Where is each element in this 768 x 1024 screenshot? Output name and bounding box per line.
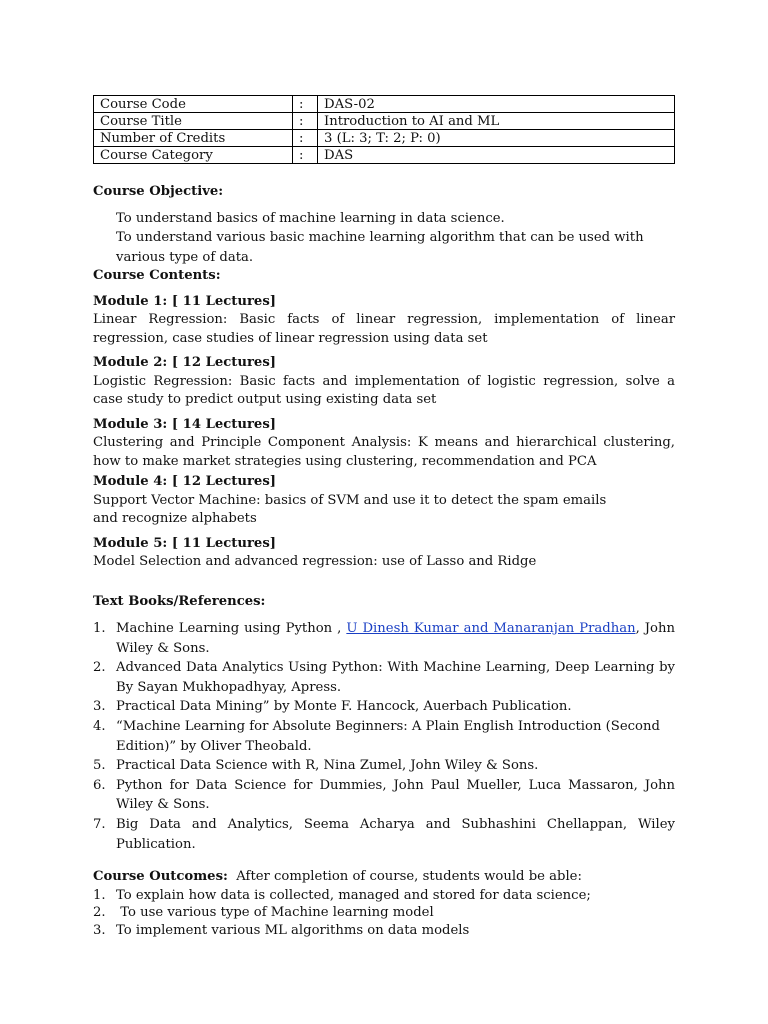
module-text: Logistic Regression: Basic facts and implementation of logistic regression, solve a case study to predict output using existing data set bbox=[93, 373, 675, 407]
list-number: 3. bbox=[93, 922, 106, 938]
module-block bbox=[93, 416, 675, 472]
course-info-table bbox=[93, 95, 675, 164]
reference-text: “Machine Learning for Absolute Beginners: A Plain English Introduction (Second Edition)” by Oliver Theobald. bbox=[116, 718, 660, 754]
list-item bbox=[93, 922, 675, 940]
list-item bbox=[93, 658, 675, 697]
module-block bbox=[93, 473, 675, 529]
list-number: 5. bbox=[93, 758, 106, 774]
references-heading: Text Books/References: bbox=[93, 593, 266, 609]
category-value: DAS bbox=[318, 147, 675, 164]
objective-heading: Course Objective: bbox=[93, 184, 224, 199]
outcomes-intro: After completion of course, students would be able: bbox=[236, 869, 582, 885]
list-number: 1. bbox=[93, 887, 106, 903]
author-link[interactable]: U Dinesh Kumar and Manaranjan Pradhan bbox=[346, 621, 636, 636]
module-block bbox=[93, 354, 675, 410]
list-item bbox=[93, 904, 675, 922]
reference-text: Machine Learning using Python , bbox=[116, 621, 342, 636]
outcome-text: To explain how data is collected, managed and stored for data science; bbox=[116, 887, 591, 903]
table-row bbox=[94, 96, 675, 113]
module-title: Module 2: [ 12 Lectures] bbox=[93, 355, 276, 370]
contents-heading: Course Contents: bbox=[93, 268, 221, 283]
credits-label: Number of Credits bbox=[94, 130, 293, 147]
category-label: Course Category bbox=[94, 147, 293, 164]
list-item bbox=[93, 697, 675, 717]
module-block bbox=[93, 293, 675, 349]
separator: : bbox=[293, 113, 318, 130]
list-number: 2. bbox=[93, 660, 106, 676]
reference-text: , John Wiley & Sons. bbox=[116, 621, 675, 656]
references-list bbox=[93, 619, 675, 854]
module-title: Module 4: [ 12 Lectures] bbox=[93, 474, 276, 489]
credits-value: 3 (L: 3; T: 2; P: 0) bbox=[318, 130, 675, 147]
list-number: 4. bbox=[93, 718, 106, 734]
list-item bbox=[93, 756, 675, 776]
separator: : bbox=[293, 147, 318, 164]
separator: : bbox=[293, 130, 318, 147]
syllabus-page bbox=[93, 95, 675, 939]
list-item bbox=[93, 717, 675, 756]
list-item bbox=[93, 887, 675, 905]
list-number: 7. bbox=[93, 816, 106, 832]
list-number: 6. bbox=[93, 777, 106, 793]
module-text: Model Selection and advanced regression: use of Lasso and Ridge bbox=[93, 554, 537, 569]
course-code-value: DAS-02 bbox=[318, 96, 675, 113]
table-row bbox=[94, 130, 675, 147]
reference-text: Advanced Data Analytics Using Python: With Machine Learning, Deep Learning by By Sayan Mukhopadhyay, Apress. bbox=[116, 660, 675, 695]
objective-line: To understand basics of machine learning in data science. bbox=[116, 210, 505, 226]
reference-text: Big Data and Analytics, Seema Acharya and Subhashini Chellappan, Wiley Publication. bbox=[116, 816, 675, 852]
module-title: Module 1: [ 11 Lectures] bbox=[93, 293, 276, 309]
list-number: 1. bbox=[93, 621, 106, 636]
list-item bbox=[93, 815, 675, 854]
list-item bbox=[93, 776, 675, 815]
list-number: 2. bbox=[93, 905, 106, 921]
list-number: 3. bbox=[93, 699, 106, 715]
table-row bbox=[94, 147, 675, 164]
module-title: Module 5: [ 11 Lectures] bbox=[93, 535, 276, 551]
outcomes-list bbox=[93, 887, 675, 940]
outcomes-heading: Course Outcomes: bbox=[93, 869, 228, 885]
reference-text: Practical Data Science with R, Nina Zumel, John Wiley & Sons. bbox=[116, 758, 539, 774]
objective-line: To understand various basic machine learning algorithm that can be used with bbox=[116, 230, 644, 245]
outcome-text: To implement various ML algorithms on data models bbox=[116, 922, 470, 938]
module-text: Linear Regression: Basic facts of linear regression, implementation of linear regression, case studies of linear regression using data set bbox=[93, 312, 675, 346]
outcomes-header bbox=[93, 868, 675, 887]
objective-line: various type of data. bbox=[116, 249, 254, 265]
table-row bbox=[94, 113, 675, 130]
module-text: Support Vector Machine: basics of SVM and use it to detect the spam emails and recognize alphabets bbox=[93, 492, 607, 526]
list-item bbox=[93, 619, 675, 658]
separator: : bbox=[293, 96, 318, 113]
reference-text: Practical Data Mining” by Monte F. Hancock, Auerbach Publication. bbox=[116, 699, 572, 715]
module-text: Clustering and Principle Component Analysis: K means and hierarchical clustering, how to make market strategies using clustering, recommendation and PCA bbox=[93, 435, 675, 469]
module-title: Module 3: [ 14 Lectures] bbox=[93, 416, 276, 432]
course-title-value: Introduction to AI and ML bbox=[318, 113, 675, 130]
reference-text: Python for Data Science for Dummies, John Paul Mueller, Luca Massaron, John Wiley & Sons. bbox=[116, 777, 675, 813]
outcome-text: To use various type of Machine learning model bbox=[116, 905, 434, 921]
course-title-label: Course Title bbox=[94, 113, 293, 130]
module-block bbox=[93, 535, 675, 572]
course-code-label: Course Code bbox=[94, 96, 293, 113]
